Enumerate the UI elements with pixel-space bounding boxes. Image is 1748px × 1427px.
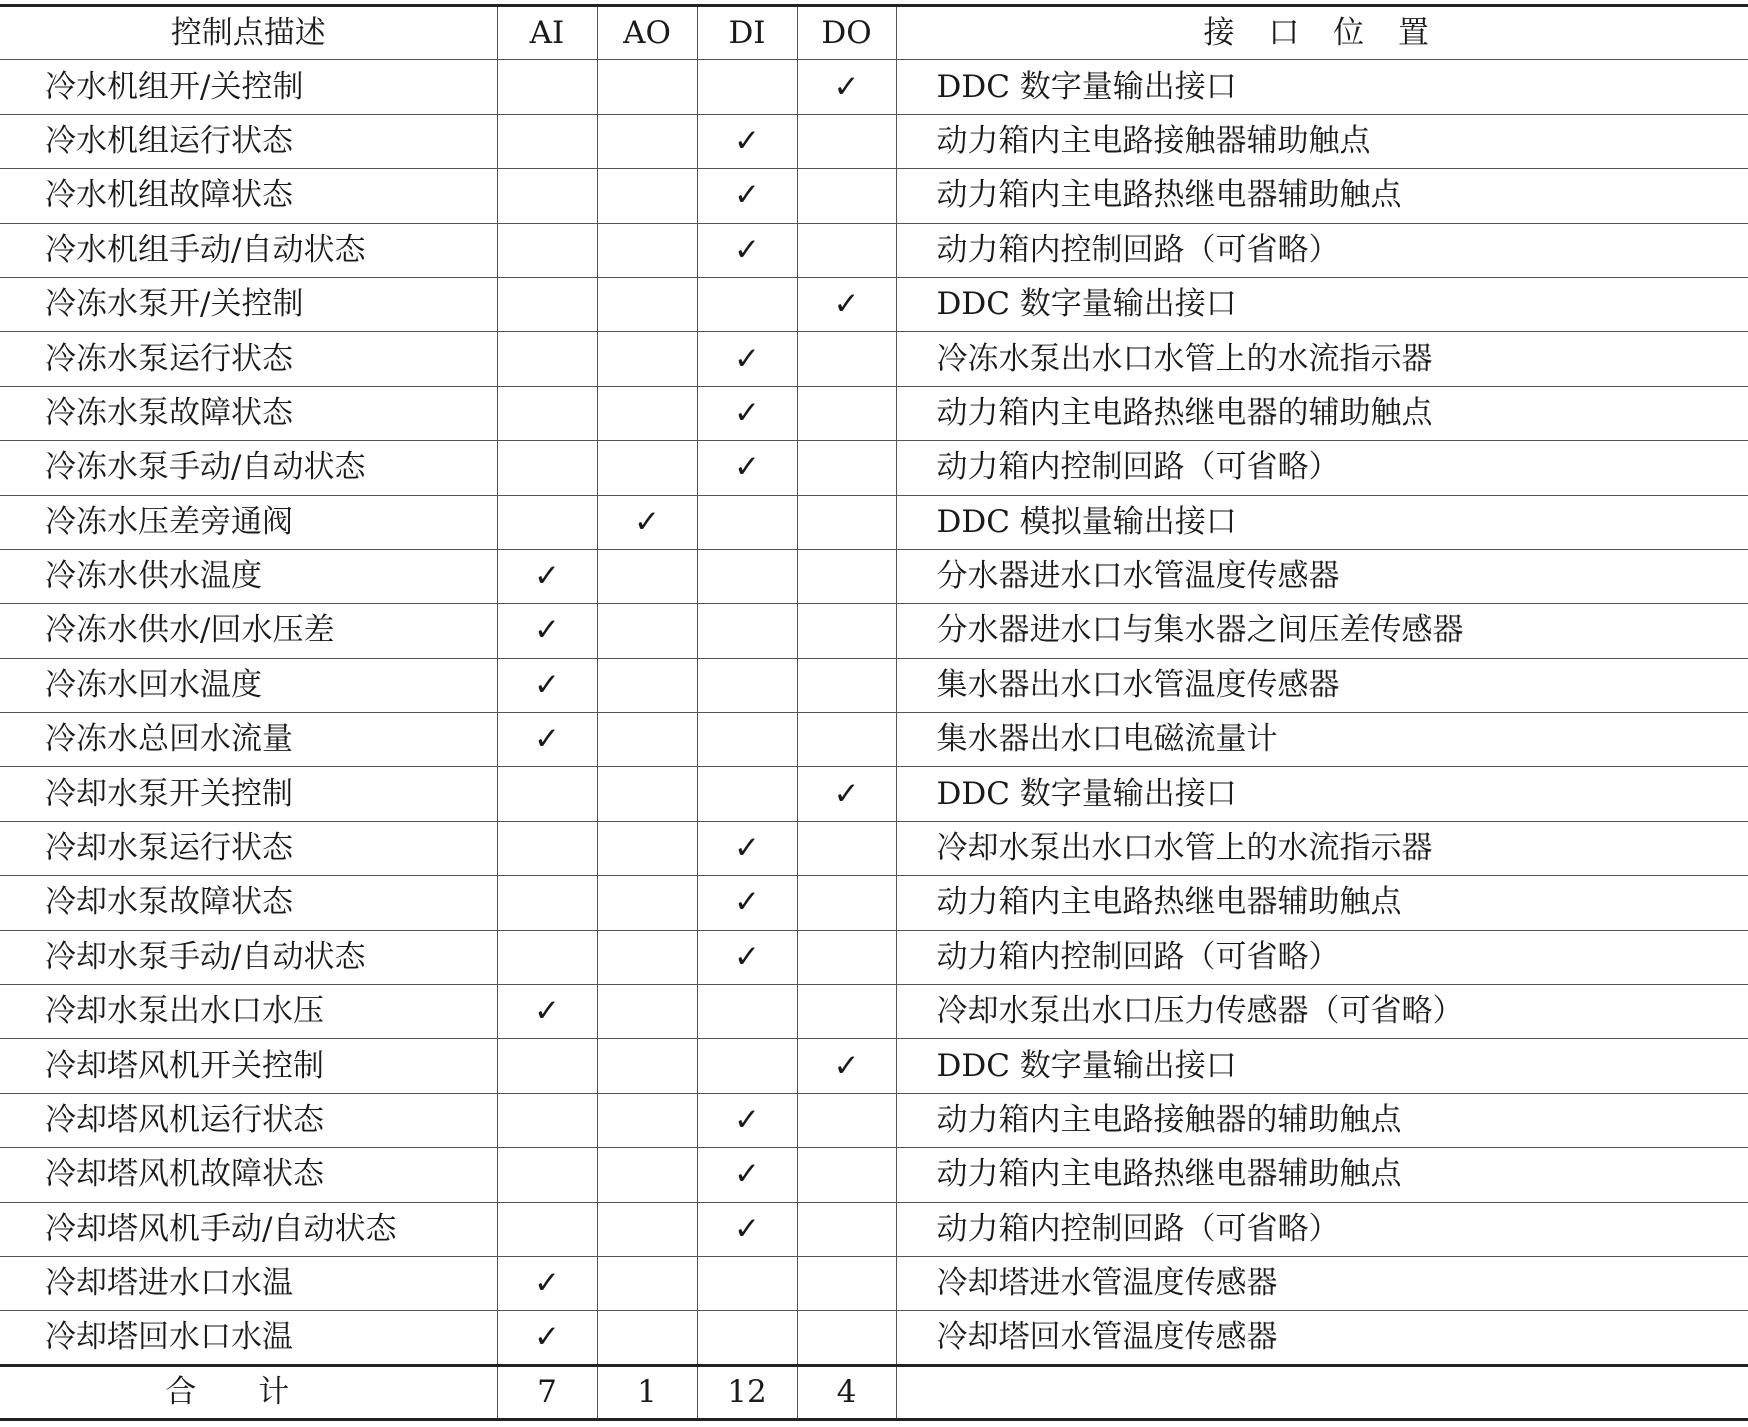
- cell-di: ✓: [697, 386, 797, 440]
- cell-do: [797, 1093, 896, 1147]
- cell-location: DDC 数字量输出接口: [896, 60, 1748, 114]
- cell-description: 冷冻水总回水流量: [0, 713, 497, 767]
- cell-description: 冷却水泵手动/自动状态: [0, 930, 497, 984]
- cell-di: ✓: [697, 876, 797, 930]
- cell-location: 动力箱内主电路热继电器辅助触点: [896, 169, 1748, 223]
- cell-ao: [597, 114, 697, 168]
- cell-description: 冷却水泵运行状态: [0, 821, 497, 875]
- cell-description: 冷却水泵开关控制: [0, 767, 497, 821]
- cell-ai: [497, 169, 597, 223]
- cell-di: [697, 985, 797, 1039]
- cell-di: ✓: [697, 1093, 797, 1147]
- cell-location: 冷却水泵出水口压力传感器（可省略）: [896, 985, 1748, 1039]
- cell-ao: [597, 930, 697, 984]
- table-row: [0, 169, 1748, 223]
- table-row: [0, 1311, 1748, 1365]
- table-row: [0, 604, 1748, 658]
- cell-description: 冷冻水泵运行状态: [0, 332, 497, 386]
- cell-description: 冷冻水泵开/关控制: [0, 277, 497, 331]
- cell-ai: [497, 930, 597, 984]
- cell-ao: [597, 169, 697, 223]
- table-row: [0, 985, 1748, 1039]
- cell-location: 动力箱内控制回路（可省略）: [896, 930, 1748, 984]
- cell-do: [797, 332, 896, 386]
- table-row: [0, 277, 1748, 331]
- cell-do: ✓: [797, 60, 896, 114]
- cell-description: 冷水机组故障状态: [0, 169, 497, 223]
- cell-do: [797, 658, 896, 712]
- cell-description: 冷却塔进水口水温: [0, 1256, 497, 1310]
- table-row: [0, 1039, 1748, 1093]
- cell-di: [697, 60, 797, 114]
- table-header-row: [0, 6, 1748, 60]
- cell-location: 冷冻水泵出水口水管上的水流指示器: [896, 332, 1748, 386]
- total-row: [0, 1365, 1748, 1419]
- cell-di: [697, 1256, 797, 1310]
- cell-ao: [597, 441, 697, 495]
- cell-do: [797, 549, 896, 603]
- cell-di: [697, 658, 797, 712]
- cell-di: [697, 1039, 797, 1093]
- cell-ao: [597, 1148, 697, 1202]
- control-point-table: [0, 4, 1748, 1421]
- cell-ai: [497, 495, 597, 549]
- cell-location: 动力箱内主电路热继电器辅助触点: [896, 1148, 1748, 1202]
- cell-location: DDC 数字量输出接口: [896, 1039, 1748, 1093]
- cell-di: ✓: [697, 1148, 797, 1202]
- table-row: [0, 930, 1748, 984]
- cell-ai: ✓: [497, 604, 597, 658]
- cell-ao: [597, 332, 697, 386]
- cell-description: 冷冻水供水温度: [0, 549, 497, 603]
- total-ai: 7: [497, 1365, 597, 1419]
- cell-location: 动力箱内控制回路（可省略）: [896, 223, 1748, 277]
- cell-location: 动力箱内控制回路（可省略）: [896, 1202, 1748, 1256]
- cell-description: 冷水机组运行状态: [0, 114, 497, 168]
- cell-di: [697, 1311, 797, 1365]
- cell-di: [697, 549, 797, 603]
- cell-di: ✓: [697, 441, 797, 495]
- total-label: 合计: [0, 1365, 497, 1419]
- cell-location: 集水器出水口电磁流量计: [896, 713, 1748, 767]
- header-location: 接 口 位 置: [896, 6, 1748, 60]
- cell-ao: [597, 549, 697, 603]
- cell-location: 动力箱内主电路热继电器的辅助触点: [896, 386, 1748, 440]
- cell-do: [797, 604, 896, 658]
- cell-location: 冷却塔回水管温度传感器: [896, 1311, 1748, 1365]
- cell-do: [797, 386, 896, 440]
- cell-di: [697, 604, 797, 658]
- cell-di: ✓: [697, 821, 797, 875]
- cell-do: ✓: [797, 277, 896, 331]
- cell-ai: [497, 60, 597, 114]
- table-row: [0, 495, 1748, 549]
- cell-di: [697, 277, 797, 331]
- table-row: [0, 549, 1748, 603]
- table-row: [0, 821, 1748, 875]
- cell-do: [797, 1148, 896, 1202]
- cell-do: ✓: [797, 767, 896, 821]
- cell-do: ✓: [797, 1039, 896, 1093]
- cell-location: DDC 数字量输出接口: [896, 767, 1748, 821]
- table-row: [0, 713, 1748, 767]
- cell-description: 冷却塔回水口水温: [0, 1311, 497, 1365]
- cell-ao: [597, 985, 697, 1039]
- cell-di: ✓: [697, 114, 797, 168]
- cell-di: ✓: [697, 332, 797, 386]
- cell-do: [797, 1202, 896, 1256]
- cell-do: [797, 441, 896, 495]
- cell-ao: [597, 1039, 697, 1093]
- header-description: 控制点描述: [0, 6, 497, 60]
- cell-do: [797, 985, 896, 1039]
- cell-ai: [497, 1093, 597, 1147]
- cell-ao: [597, 713, 697, 767]
- cell-ai: ✓: [497, 1311, 597, 1365]
- cell-do: [797, 821, 896, 875]
- header-do: DO: [797, 6, 896, 60]
- cell-ai: [497, 223, 597, 277]
- cell-description: 冷冻水回水温度: [0, 658, 497, 712]
- total-ao: 1: [597, 1365, 697, 1419]
- cell-do: [797, 876, 896, 930]
- cell-location: 集水器出水口水管温度传感器: [896, 658, 1748, 712]
- table-row: [0, 114, 1748, 168]
- cell-location: 分水器进水口水管温度传感器: [896, 549, 1748, 603]
- header-ai: AI: [497, 6, 597, 60]
- cell-di: ✓: [697, 223, 797, 277]
- cell-do: [797, 713, 896, 767]
- total-location: [896, 1365, 1748, 1419]
- cell-ao: [597, 60, 697, 114]
- table-row: [0, 767, 1748, 821]
- table-row: [0, 60, 1748, 114]
- cell-di: [697, 495, 797, 549]
- cell-ai: [497, 1202, 597, 1256]
- cell-ai: [497, 441, 597, 495]
- cell-ai: [497, 386, 597, 440]
- cell-do: [797, 495, 896, 549]
- cell-ai: [497, 1148, 597, 1202]
- cell-ao: [597, 604, 697, 658]
- cell-do: [797, 930, 896, 984]
- cell-location: 动力箱内主电路热继电器辅助触点: [896, 876, 1748, 930]
- cell-ai: ✓: [497, 713, 597, 767]
- cell-ai: ✓: [497, 658, 597, 712]
- cell-di: ✓: [697, 930, 797, 984]
- cell-description: 冷却塔风机开关控制: [0, 1039, 497, 1093]
- table-body: [0, 60, 1748, 1365]
- header-ao: AO: [597, 6, 697, 60]
- table-row: [0, 223, 1748, 277]
- cell-location: 冷却塔进水管温度传感器: [896, 1256, 1748, 1310]
- cell-description: 冷却塔风机手动/自动状态: [0, 1202, 497, 1256]
- cell-description: 冷却塔风机故障状态: [0, 1148, 497, 1202]
- cell-di: [697, 767, 797, 821]
- cell-description: 冷却塔风机运行状态: [0, 1093, 497, 1147]
- cell-ao: [597, 876, 697, 930]
- cell-description: 冷水机组开/关控制: [0, 60, 497, 114]
- cell-di: ✓: [697, 169, 797, 223]
- cell-do: [797, 1256, 896, 1310]
- cell-ao: [597, 277, 697, 331]
- cell-location: 动力箱内主电路接触器的辅助触点: [896, 1093, 1748, 1147]
- cell-do: [797, 169, 896, 223]
- cell-location: DDC 数字量输出接口: [896, 277, 1748, 331]
- cell-ai: ✓: [497, 985, 597, 1039]
- cell-ai: [497, 1039, 597, 1093]
- cell-ao: [597, 386, 697, 440]
- cell-ao: [597, 767, 697, 821]
- cell-description: 冷却水泵出水口水压: [0, 985, 497, 1039]
- cell-ao: ✓: [597, 495, 697, 549]
- table-row: [0, 1148, 1748, 1202]
- cell-location: 动力箱内主电路接触器辅助触点: [896, 114, 1748, 168]
- cell-description: 冷冻水泵手动/自动状态: [0, 441, 497, 495]
- cell-location: 动力箱内控制回路（可省略）: [896, 441, 1748, 495]
- cell-location: 分水器进水口与集水器之间压差传感器: [896, 604, 1748, 658]
- cell-location: 冷却水泵出水口水管上的水流指示器: [896, 821, 1748, 875]
- cell-description: 冷水机组手动/自动状态: [0, 223, 497, 277]
- cell-description: 冷冻水压差旁通阀: [0, 495, 497, 549]
- table-row: [0, 386, 1748, 440]
- table-row: [0, 332, 1748, 386]
- cell-ai: [497, 332, 597, 386]
- cell-ai: [497, 821, 597, 875]
- table-row: [0, 1202, 1748, 1256]
- cell-di: ✓: [697, 1202, 797, 1256]
- header-di: DI: [697, 6, 797, 60]
- cell-ao: [597, 1093, 697, 1147]
- cell-ao: [597, 658, 697, 712]
- total-di: 12: [697, 1365, 797, 1419]
- cell-ao: [597, 821, 697, 875]
- cell-ai: ✓: [497, 549, 597, 603]
- cell-ao: [597, 223, 697, 277]
- cell-ai: [497, 767, 597, 821]
- cell-ai: [497, 277, 597, 331]
- cell-description: 冷却水泵故障状态: [0, 876, 497, 930]
- cell-ao: [597, 1311, 697, 1365]
- cell-ai: [497, 114, 597, 168]
- cell-do: [797, 1311, 896, 1365]
- cell-ai: ✓: [497, 1256, 597, 1310]
- cell-description: 冷冻水供水/回水压差: [0, 604, 497, 658]
- table-row: [0, 658, 1748, 712]
- table-row: [0, 876, 1748, 930]
- table-row: [0, 441, 1748, 495]
- cell-di: [697, 713, 797, 767]
- cell-do: [797, 223, 896, 277]
- table-row: [0, 1093, 1748, 1147]
- cell-ai: [497, 876, 597, 930]
- cell-do: [797, 114, 896, 168]
- cell-ao: [597, 1202, 697, 1256]
- cell-location: DDC 模拟量输出接口: [896, 495, 1748, 549]
- cell-ao: [597, 1256, 697, 1310]
- cell-description: 冷冻水泵故障状态: [0, 386, 497, 440]
- table-row: [0, 1256, 1748, 1310]
- total-do: 4: [797, 1365, 896, 1419]
